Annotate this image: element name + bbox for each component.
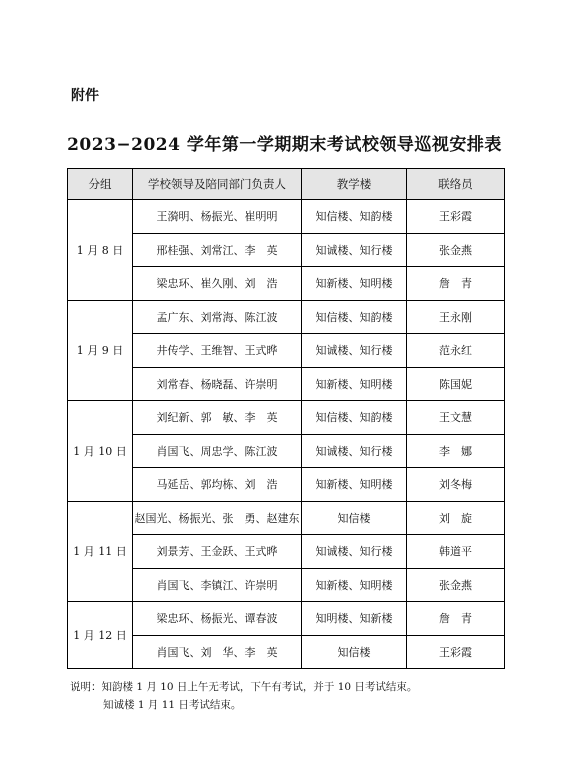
contact-cell: 张金燕 <box>407 233 505 267</box>
table-row <box>68 535 505 569</box>
contact-cell: 王彩霞 <box>407 635 505 669</box>
group-date: 1 月 10 日 <box>68 401 133 502</box>
building-cell: 知信楼 <box>302 635 407 669</box>
building-cell: 知信楼、知韵楼 <box>302 300 407 334</box>
table-row <box>68 233 505 267</box>
leaders-cell: 梁忠环、崔久刚、刘 浩 <box>133 267 302 301</box>
page-title: 2023−2024 学年第一学期期末考试校领导巡视安排表 <box>67 135 502 155</box>
table-row <box>68 200 505 234</box>
contact-cell: 刘冬梅 <box>407 468 505 502</box>
table-row <box>68 468 505 502</box>
header-group: 分组 <box>68 169 133 200</box>
building-cell: 知信楼 <box>302 501 407 535</box>
contact-cell: 李 娜 <box>407 434 505 468</box>
table-row <box>68 602 505 636</box>
building-cell: 知信楼、知韵楼 <box>302 401 407 435</box>
table-row <box>68 501 505 535</box>
contact-cell: 刘 旋 <box>407 501 505 535</box>
attachment-label: 附件 <box>71 88 99 104</box>
group-date: 1 月 12 日 <box>68 602 133 669</box>
contact-cell: 王永刚 <box>407 300 505 334</box>
table-row <box>68 334 505 368</box>
building-cell: 知诚楼、知行楼 <box>302 334 407 368</box>
table-row <box>68 300 505 334</box>
note-line-2: 知诚楼 1 月 11 日考试结束。 <box>103 699 242 711</box>
building-cell: 知诚楼、知行楼 <box>302 434 407 468</box>
contact-cell: 韩道平 <box>407 535 505 569</box>
group-date: 1 月 8 日 <box>68 200 133 301</box>
building-cell: 知信楼、知韵楼 <box>302 200 407 234</box>
table-row <box>68 367 505 401</box>
building-cell: 知诚楼、知行楼 <box>302 535 407 569</box>
table-row <box>68 434 505 468</box>
leaders-cell: 王漪明、杨振光、崔明明 <box>133 200 302 234</box>
contact-cell: 詹 青 <box>407 267 505 301</box>
leaders-cell: 梁忠环、杨振光、谭春波 <box>133 602 302 636</box>
leaders-cell: 肖国飞、李镇江、许崇明 <box>133 568 302 602</box>
building-cell: 知新楼、知明楼 <box>302 367 407 401</box>
contact-cell: 范永红 <box>407 334 505 368</box>
leaders-cell: 刘景芳、王金跃、王式晔 <box>133 535 302 569</box>
leaders-cell: 赵国光、杨振光、张 勇、赵建东 <box>133 501 302 535</box>
notes <box>70 678 417 714</box>
group-date: 1 月 9 日 <box>68 300 133 401</box>
contact-cell: 张金燕 <box>407 568 505 602</box>
contact-cell: 王彩霞 <box>407 200 505 234</box>
building-cell: 知新楼、知明楼 <box>302 568 407 602</box>
schedule-table <box>67 168 505 669</box>
building-cell: 知诚楼、知行楼 <box>302 233 407 267</box>
header-contact: 联络员 <box>407 169 505 200</box>
leaders-cell: 孟广东、刘常海、陈江波 <box>133 300 302 334</box>
table-row <box>68 635 505 669</box>
table-header-row <box>68 169 505 200</box>
contact-cell: 詹 青 <box>407 602 505 636</box>
leaders-cell: 肖国飞、周忠学、陈江波 <box>133 434 302 468</box>
building-cell: 知新楼、知明楼 <box>302 267 407 301</box>
group-date: 1 月 11 日 <box>68 501 133 602</box>
contact-cell: 陈国妮 <box>407 367 505 401</box>
leaders-cell: 井传学、王维智、王式晔 <box>133 334 302 368</box>
leaders-cell: 刘常春、杨晓磊、许崇明 <box>133 367 302 401</box>
table-row <box>68 267 505 301</box>
building-cell: 知新楼、知明楼 <box>302 468 407 502</box>
table-row <box>68 401 505 435</box>
header-building: 教学楼 <box>302 169 407 200</box>
leaders-cell: 马延岳、郭均栋、刘 浩 <box>133 468 302 502</box>
note-line-1: 说明：知韵楼 1 月 10 日上午无考试，下午有考试，并于 10 日考试结束。 <box>70 681 418 693</box>
leaders-cell: 邢桂强、刘常江、李 英 <box>133 233 302 267</box>
contact-cell: 王文慧 <box>407 401 505 435</box>
leaders-cell: 刘纪新、郭 敏、李 英 <box>133 401 302 435</box>
leaders-cell: 肖国飞、刘 华、李 英 <box>133 635 302 669</box>
table-row <box>68 568 505 602</box>
header-leaders: 学校领导及陪同部门负责人 <box>133 169 302 200</box>
building-cell: 知明楼、知新楼 <box>302 602 407 636</box>
